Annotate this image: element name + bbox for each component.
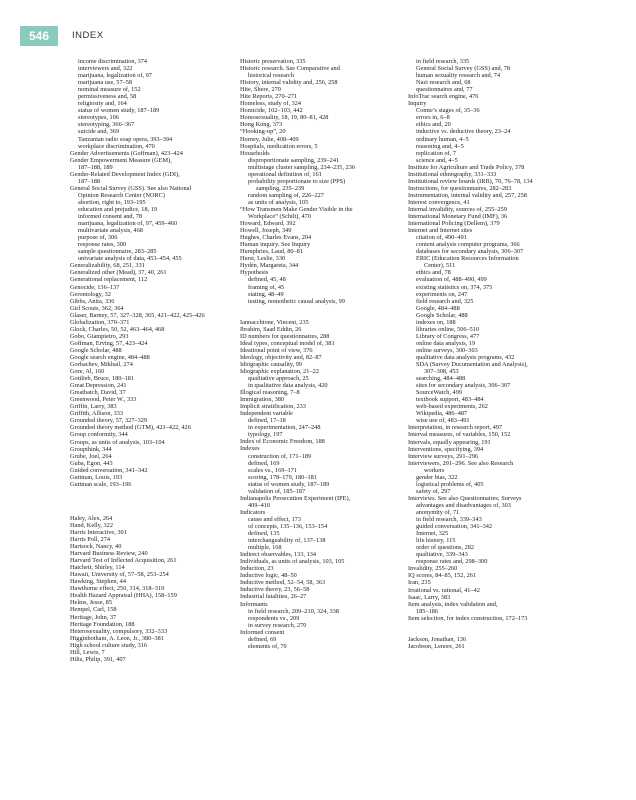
index-subentry: in field research, 339–343 <box>416 516 482 524</box>
index-subentry: validation of, 185–187 <box>248 487 306 495</box>
index-entry: Historic preservation, 335 <box>240 58 306 65</box>
index-subentry: life history, 115 <box>416 537 456 545</box>
index-subentry: historical research <box>248 72 294 80</box>
index-subentry: disproportionate sampling, 239–241 <box>248 156 340 164</box>
index-entry: IQ scores, 84–85, 152, 261 <box>408 572 477 580</box>
index-entry: International Policing (Dellem), 379 <box>408 220 500 228</box>
index-subentry: Center), 511 <box>424 262 456 270</box>
index-entry: Hite, Shere, 270 <box>240 86 281 94</box>
index-subentry: reasoning and, 4–5 <box>416 142 464 150</box>
index-entry: Isaac, Larry, 383 <box>408 593 451 601</box>
index-subentry: respondents vs., 209 <box>248 614 300 622</box>
index-subentry: ordinary human, 4–5 <box>416 135 469 143</box>
index-entry: Indicators <box>240 508 266 516</box>
index-subentry: defined, 169 <box>248 459 280 467</box>
index-entry: Hurst, Leslie, 330 <box>240 255 286 263</box>
index-subentry: permissiveness and, 58 <box>78 93 137 101</box>
index-entry: General Social Survey (GSS). See also National <box>70 184 192 192</box>
index-subentry: 187–188, 189 <box>78 163 113 171</box>
index-subentry: in survey research, 270 <box>248 621 307 629</box>
index-subentry: Google, 484–488 <box>416 304 460 312</box>
index-entry: Indirect observables, 133, 134 <box>240 551 317 559</box>
index-subentry: citation of, 490–491 <box>416 234 467 242</box>
index-subentry: inductive vs. deductive theory, 23–24 <box>416 128 511 136</box>
index-subentry: elements of, 70 <box>248 642 287 650</box>
index-subentry: Internet, 325 <box>416 530 449 538</box>
index-entry: Hite Reports, 270–271 <box>240 93 298 101</box>
index-entry: Grounded theory method (GTM), 421–422, 426 <box>70 424 191 432</box>
index-subentry: multiple, 168 <box>248 544 282 552</box>
index-entry: Grounded theory, 57, 327–329 <box>70 417 148 425</box>
index-entry: Hartsock, Nancy, 40 <box>70 543 122 551</box>
index-entry: Institute for Agriculture and Trade Policy, 378 <box>408 163 525 171</box>
index-subentry: Opinion Research Center (NORC) <box>78 191 165 199</box>
index-subentry: errors in, 6–8 <box>416 114 450 122</box>
index-entry: Instrumentation, internal validity and, 257, 258 <box>408 191 527 199</box>
index-entry: Interview surveys, 291–296 <box>408 452 479 460</box>
index-subentry: Wikipedia, 486–487 <box>416 410 468 418</box>
index-entry: Glaser, Barney, 57, 327–328, 365, 421–422, 425–426 <box>70 311 205 319</box>
index-entry: Interest convergence, 41 <box>408 198 470 206</box>
index-subentry: abortion, right to, 193–195 <box>78 198 146 206</box>
index-entry: Jackson, Jonathan, 136 <box>408 635 467 643</box>
index-subentry: anonymity of, 71 <box>416 509 460 516</box>
index-entry: Interviewers, 291–296. See also Research <box>408 459 514 467</box>
index-entry: Indexes <box>240 445 260 453</box>
index-entry: Gore, Al, 160 <box>70 368 105 376</box>
page-header <box>0 26 636 46</box>
index-subentry: multistage cluster sampling, 234–235, 236 <box>248 163 356 171</box>
index-subentry: evaluation of, 488–490, 499 <box>416 276 487 284</box>
index-subentry: web-based experiments, 262 <box>416 403 488 411</box>
index-entry: Interviews. See also Questionnaires; Surveys <box>408 494 522 502</box>
index-subentry: testing, nomothetic causal analysis, 99 <box>248 297 345 305</box>
index-subentry: qualitative data analysis programs, 432 <box>416 353 515 361</box>
index-entry: Generalized other (Mead), 37, 40, 261 <box>70 269 167 277</box>
index-entry: Gorbachev, Mikhail, 274 <box>70 361 133 369</box>
index-entry: High school culture study, 316 <box>70 641 148 649</box>
index-subentry: Library of Congress, 477 <box>416 332 480 340</box>
index-subentry: cause and effect, 173 <box>248 515 302 523</box>
index-entry: Invalidity, 255–260 <box>408 565 458 573</box>
index-entry: Health Hazard Appraisal (HHA), 158–159 <box>70 592 177 600</box>
index-entry: Inductive logic, 48–50 <box>240 572 297 580</box>
index-subentry: 409–410 <box>248 501 271 509</box>
index-subentry: operational definition of, 161 <box>248 170 322 178</box>
index-entry: Industrial fatalities, 26–27 <box>240 593 307 601</box>
index-entry: Informed consent <box>240 628 285 636</box>
index-entry: Gibbs, Anita, 336 <box>70 297 115 305</box>
index-entry: Generalizability, 68, 251, 331 <box>70 262 145 270</box>
index-subentry: interviewers and, 322 <box>78 65 133 73</box>
index-entry: Hawthorne effect, 250, 314, 318–319 <box>70 585 165 593</box>
index-entry: Harvard Test of Inflected Acquisition, 261 <box>70 557 177 565</box>
index-subentry: education and prejudice, 18, 19 <box>78 205 158 213</box>
index-entry: Groups, as units of analysis, 103–104 <box>70 438 165 446</box>
index-subentry: 307–308, 453 <box>424 368 459 376</box>
index-subentry: online data analysis, 19 <box>416 339 476 347</box>
index-subentry: multivariate analysis, 468 <box>78 227 143 235</box>
index-subentry: gender bias, 322 <box>416 473 458 481</box>
index-subentry: in field research, 209–210, 324, 338 <box>248 607 339 615</box>
index-subentry: nominal measure of, 152 <box>78 86 141 94</box>
index-subentry: questionnaires and, 77 <box>416 86 473 94</box>
index-subentry: Comte’s stages of, 35–36 <box>416 107 480 115</box>
index-subentry: sites for secondary analysis, 306–307 <box>416 382 511 390</box>
index-entry: Humphries, Laud, 80–81 <box>240 248 303 256</box>
index-subentry: interchangeability of, 137–138 <box>248 537 326 545</box>
index-entry: Indianapolis Prosecution Experiment (IPE), <box>240 494 351 502</box>
index-entry: Grube, Joel, 264 <box>70 452 112 460</box>
index-entry: Inquiry <box>408 100 427 108</box>
index-subentry: existing statistics on, 374, 375 <box>416 283 493 291</box>
index-column-2 <box>240 58 408 650</box>
index-entry: Heritage, John, 37 <box>70 613 117 621</box>
index-subentry: human sexuality research and, 74 <box>416 72 501 80</box>
index-entry: Instructions, for questionnaires, 282–283 <box>408 184 512 192</box>
index-subentry: stating, 48–49 <box>248 290 284 298</box>
index-entry: Jacobson, Lenore, 261 <box>408 642 465 650</box>
index-entry: Ideational point of view, 376 <box>240 346 313 354</box>
page-number: 546 <box>20 26 58 46</box>
index-entry: Inductive theory, 23, 56–58 <box>240 586 310 594</box>
index-entry: Gender Advertisements (Goffman), 423–424 <box>70 149 183 157</box>
index-entry: Hand, Kelly, 322 <box>70 521 113 529</box>
index-entry: Generational replacement, 112 <box>70 276 148 284</box>
index-entry: Hughes, Charles Evans, 204 <box>240 234 312 242</box>
index-entry: Group conformity, 344 <box>70 431 128 439</box>
index-entry: Hawking, Stephen, 44 <box>70 578 126 586</box>
index-entry: Goffman, Erving, 57, 423–424 <box>70 339 148 347</box>
index-subentry: guided conversation, 341–342 <box>416 523 493 531</box>
index-subentry: SDA (Survey Documentation and Analysis), <box>416 361 528 369</box>
index-subentry: ethics and, 78 <box>416 269 451 277</box>
index-subentry: libraries online, 506–510 <box>416 325 480 333</box>
index-subentry: income discrimination, 374 <box>78 58 148 65</box>
index-subentry: safety of, 297 <box>416 487 451 495</box>
index-subentry: workplace discrimination, 470 <box>78 142 155 150</box>
index-entry: Guttman scale, 193–196 <box>70 480 132 488</box>
index-subentry: content analysis computer programs, 366 <box>416 241 520 249</box>
index-subentry: advantages and disadvantages of, 303 <box>416 501 511 509</box>
index-column-3 <box>408 58 576 650</box>
index-subentry: marijuana, legalization of, 97 <box>78 72 152 80</box>
index-entry: Harris Interactive, 301 <box>70 528 127 536</box>
index-subentry: marijuana, legalization of, 97, 459–460 <box>78 220 178 228</box>
index-entry: Hypothesis <box>240 269 269 277</box>
index-subentry: univariate analysis of data, 453–454, 455 <box>78 255 182 263</box>
index-subentry: General Social Survey (GSS) and, 78 <box>416 65 511 73</box>
index-entry: Griffith, Allison, 333 <box>70 410 124 418</box>
index-subentry: construction of, 171–189 <box>248 452 312 460</box>
index-entry: Ideology, objectivity and, 82–87 <box>240 353 322 361</box>
index-entry: Interventions, specifying, 394 <box>408 445 484 453</box>
index-entry: Horney, Julie, 408–409 <box>240 135 299 143</box>
index-subentry: databases for secondary analysis, 306–307 <box>416 248 524 256</box>
index-entry: InfoTrac search engine, 476 <box>408 93 479 101</box>
index-subentry: marijuana use, 57–58 <box>78 79 133 87</box>
index-column-1 <box>70 58 238 663</box>
index-entry: Hill, Lewis, 7 <box>70 648 105 656</box>
index-subentry: sampling, 235–239 <box>256 184 305 192</box>
index-subentry: science and, 4–5 <box>416 156 458 164</box>
index-entry: Households <box>240 149 270 157</box>
index-entry: Intervals, equally appearing, 191 <box>408 438 491 446</box>
index-subentry: sample questionnaire, 283–285 <box>78 248 157 256</box>
index-entry: Glock, Charles, 50, 52, 463–464, 468 <box>70 325 165 333</box>
index-entry: Helms, Jesse, 85 <box>70 599 112 607</box>
index-subentry: in field research, 335 <box>416 58 470 65</box>
index-subentry: indexes on, 188 <box>416 318 456 326</box>
index-entry: “How Transmen Make Gender Visible in the <box>240 205 353 213</box>
index-entry: Hatchett, Shirley, 114 <box>70 564 125 572</box>
index-entry: Gottlieb, Bruce, 180–181 <box>70 375 135 383</box>
index-entry: Homicide, 102–103, 442 <box>240 107 303 115</box>
index-entry: Great Depression, 241 <box>70 382 127 390</box>
index-subentry: defined, 69 <box>248 635 277 643</box>
index-entry: Hawaii, University of, 57–58, 253–254 <box>70 571 169 579</box>
index-entry: Irrational vs. rational, 41–42 <box>408 586 480 594</box>
index-entry: Immigration, 380 <box>240 396 285 404</box>
index-entry: ID numbers for questionnaires, 288 <box>240 332 330 340</box>
index-entry: Homosexuality, 18, 19, 80–81, 428 <box>240 114 329 122</box>
index-subentry: suicide and, 369 <box>78 128 120 136</box>
index-entry: Gender-Related Development Index (GDI), <box>70 170 180 178</box>
index-entry: Harvard Business Review, 240 <box>70 550 148 558</box>
index-subentry: stereotyping, 366–367 <box>78 121 135 129</box>
index-subentry: Workplace” (Schilt), 470 <box>248 213 311 221</box>
index-entry: Howell, Joseph, 349 <box>240 227 292 235</box>
index-entry: Haley, Alex, 264 <box>70 514 113 522</box>
index-subentry: Tanzanian radio soap opera, 393–394 <box>78 135 173 143</box>
index-subentry: workers <box>424 466 445 474</box>
index-entry: Heritage Foundation, 188 <box>70 620 135 628</box>
index-entry: Internet and Internet sites <box>408 227 473 235</box>
index-entry: Hilts, Philip, 391, 407 <box>70 655 126 663</box>
index-subentry: SourceWatch, 499 <box>416 389 463 397</box>
index-subentry: response rates, 300 <box>78 241 127 249</box>
index-entry: Gerontology, 32 <box>70 290 111 298</box>
index-subentry: framing of, 45 <box>248 283 285 291</box>
index-entry: Google search engine, 484–488 <box>70 353 150 361</box>
index-subentry: as units of analysis, 105 <box>248 198 309 206</box>
index-entry: Higginbotham, A. Leon, Jr., 380–381 <box>70 634 164 642</box>
index-subentry: defined, 135 <box>248 530 280 538</box>
index-entry: Induction, 23 <box>240 565 274 573</box>
index-entry: History, internal validity and, 256, 258 <box>240 79 338 87</box>
index-entry: Guba, Egon, 443 <box>70 459 113 467</box>
index-entry: Hospitals, medication errors, 5 <box>240 142 318 150</box>
index-subentry: online surveys, 300–303 <box>416 346 478 354</box>
index-subentry: scoring, 178–179, 180–181 <box>248 473 317 481</box>
index-columns <box>0 58 636 788</box>
index-subentry: purpose of, 306 <box>78 234 118 242</box>
index-entry: Implicit stratification, 233 <box>240 403 306 411</box>
index-entry: “Hooking-up”, 20 <box>240 128 286 136</box>
index-subentry: defined, 45, 48 <box>248 276 286 284</box>
index-entry: Idiographic causality, 99 <box>240 360 303 368</box>
index-entry: Index of Economic Freedom, 188 <box>240 438 325 446</box>
index-entry: Gobo, Giampietro, 293 <box>70 332 129 340</box>
index-subentry: 185–186 <box>416 607 439 615</box>
index-entry: Interval measures, of variables, 150, 152 <box>408 431 511 439</box>
index-subentry: experiments on, 247 <box>416 290 468 298</box>
index-subentry: textbook support, 483–484 <box>416 396 484 404</box>
index-subentry: random sampling of, 226–227 <box>248 191 324 199</box>
index-entry: Howard, Edward, 392 <box>240 220 296 228</box>
index-entry: Genocide, 136–137 <box>70 283 120 291</box>
index-entry: Google Scholar, 488 <box>70 346 122 354</box>
index-subentry: religiosity and, 164 <box>78 100 127 108</box>
index-subentry: defined, 17–18 <box>248 417 286 425</box>
index-subentry: response rates and, 298–300 <box>416 558 488 566</box>
index-entry: Informants <box>240 600 268 608</box>
index-entry: Guided conversation, 341–342 <box>70 466 148 474</box>
index-entry: Gender Empowerment Measure (GEM), <box>70 156 172 164</box>
index-subentry: ERIC (Education Resources Information <box>416 255 519 263</box>
index-entry: Institutional ethnography, 331–333 <box>408 170 497 178</box>
index-subentry: ethics and, 20 <box>416 121 451 129</box>
index-subentry: typology, 197 <box>248 431 283 439</box>
index-entry: Iannacchione, Vincent, 235 <box>240 318 309 326</box>
index-subentry: Google Scholar, 488 <box>416 311 468 319</box>
index-subentry: field research and, 325 <box>416 297 474 305</box>
index-subentry: stereotypes, 106 <box>78 114 119 122</box>
index-entry: Idiographic explanation, 21–22 <box>240 367 319 375</box>
index-subentry: Nazi research and, 68 <box>416 79 471 87</box>
index-subentry: 187–188 <box>78 177 101 185</box>
index-entry: Ibrahim, Saad Eddin, 26 <box>240 325 302 333</box>
running-head: INDEX <box>72 30 104 41</box>
index-entry: International Monetary Fund (IMF), 36 <box>408 213 508 221</box>
index-subentry: order of questions, 282 <box>416 544 475 552</box>
index-subentry: status of women study, 187–189 <box>248 480 330 488</box>
index-entry: Harris Poll, 274 <box>70 536 111 543</box>
index-entry: Interpretation, in research report, 497 <box>408 424 503 432</box>
index-entry: Girl Scouts, 362, 364 <box>70 304 124 312</box>
index-subentry: searching, 484–488 <box>416 375 466 383</box>
index-entry: Greatbatch, David, 37 <box>70 389 126 397</box>
index-entry: Groupthink, 344 <box>70 445 112 453</box>
index-entry: Item analysis, index validation and, <box>408 600 498 608</box>
index-subentry: informed consent and, 78 <box>78 213 143 221</box>
index-entry: Homeless, study of, 324 <box>240 100 302 108</box>
index-entry: Guttman, Louis, 193 <box>70 473 123 481</box>
index-entry: Hydén, Margareta, 344 <box>240 262 299 270</box>
index-entry: Heterosexuality, compulsory, 332–333 <box>70 627 168 635</box>
index-subentry: scales vs., 169–171 <box>248 466 297 474</box>
index-subentry: logistical problems of, 405 <box>416 480 484 488</box>
index-entry: Institutional review boards (IRB), 70, 76–78, 134 <box>408 177 533 185</box>
index-subentry: qualitative approach, 25 <box>248 375 309 383</box>
index-entry: Historic research. See Comparative and <box>240 65 340 73</box>
index-entry: Inductive method, 52–54, 58, 363 <box>240 579 326 587</box>
index-subentry: qualitative, 339–343 <box>416 551 468 559</box>
index-entry: Independent variable <box>240 410 293 418</box>
index-entry: Internal invalidity, sources of, 255–259 <box>408 205 507 213</box>
index-entry: Greenwood, Peter W., 333 <box>70 396 137 404</box>
index-subentry: status of women study, 187–189 <box>78 107 160 115</box>
index-entry: Ideal types, conceptual model of, 381 <box>240 339 335 347</box>
index-entry: Individuals, as units of analysis, 103, 105 <box>240 558 345 566</box>
index-entry: Globalization, 370–371 <box>70 318 130 326</box>
index-entry: Griffin, Larry, 383 <box>70 403 117 411</box>
index-entry: Item selection, for index construction, 172–173 <box>408 614 528 622</box>
index-subentry: replication of, 7 <box>416 149 457 157</box>
index-subentry: probability proportionate to size (PPS) <box>248 177 346 185</box>
index-entry: Iran, 235 <box>408 579 431 587</box>
index-subentry: in qualitative data analysis, 420 <box>248 382 328 390</box>
index-entry: Hempel, Carl, 158 <box>70 606 117 614</box>
index-subentry: in experimentation, 247–248 <box>248 424 321 432</box>
index-subentry: of concepts, 135–136, 153–154 <box>248 523 328 530</box>
index-entry: Illogical reasoning, 7–8 <box>240 389 300 397</box>
index-entry: Human inquiry. See Inquiry <box>240 241 311 249</box>
index-subentry: wise use of, 483–491 <box>416 417 470 425</box>
index-entry: Hong Kong, 373 <box>240 121 283 129</box>
